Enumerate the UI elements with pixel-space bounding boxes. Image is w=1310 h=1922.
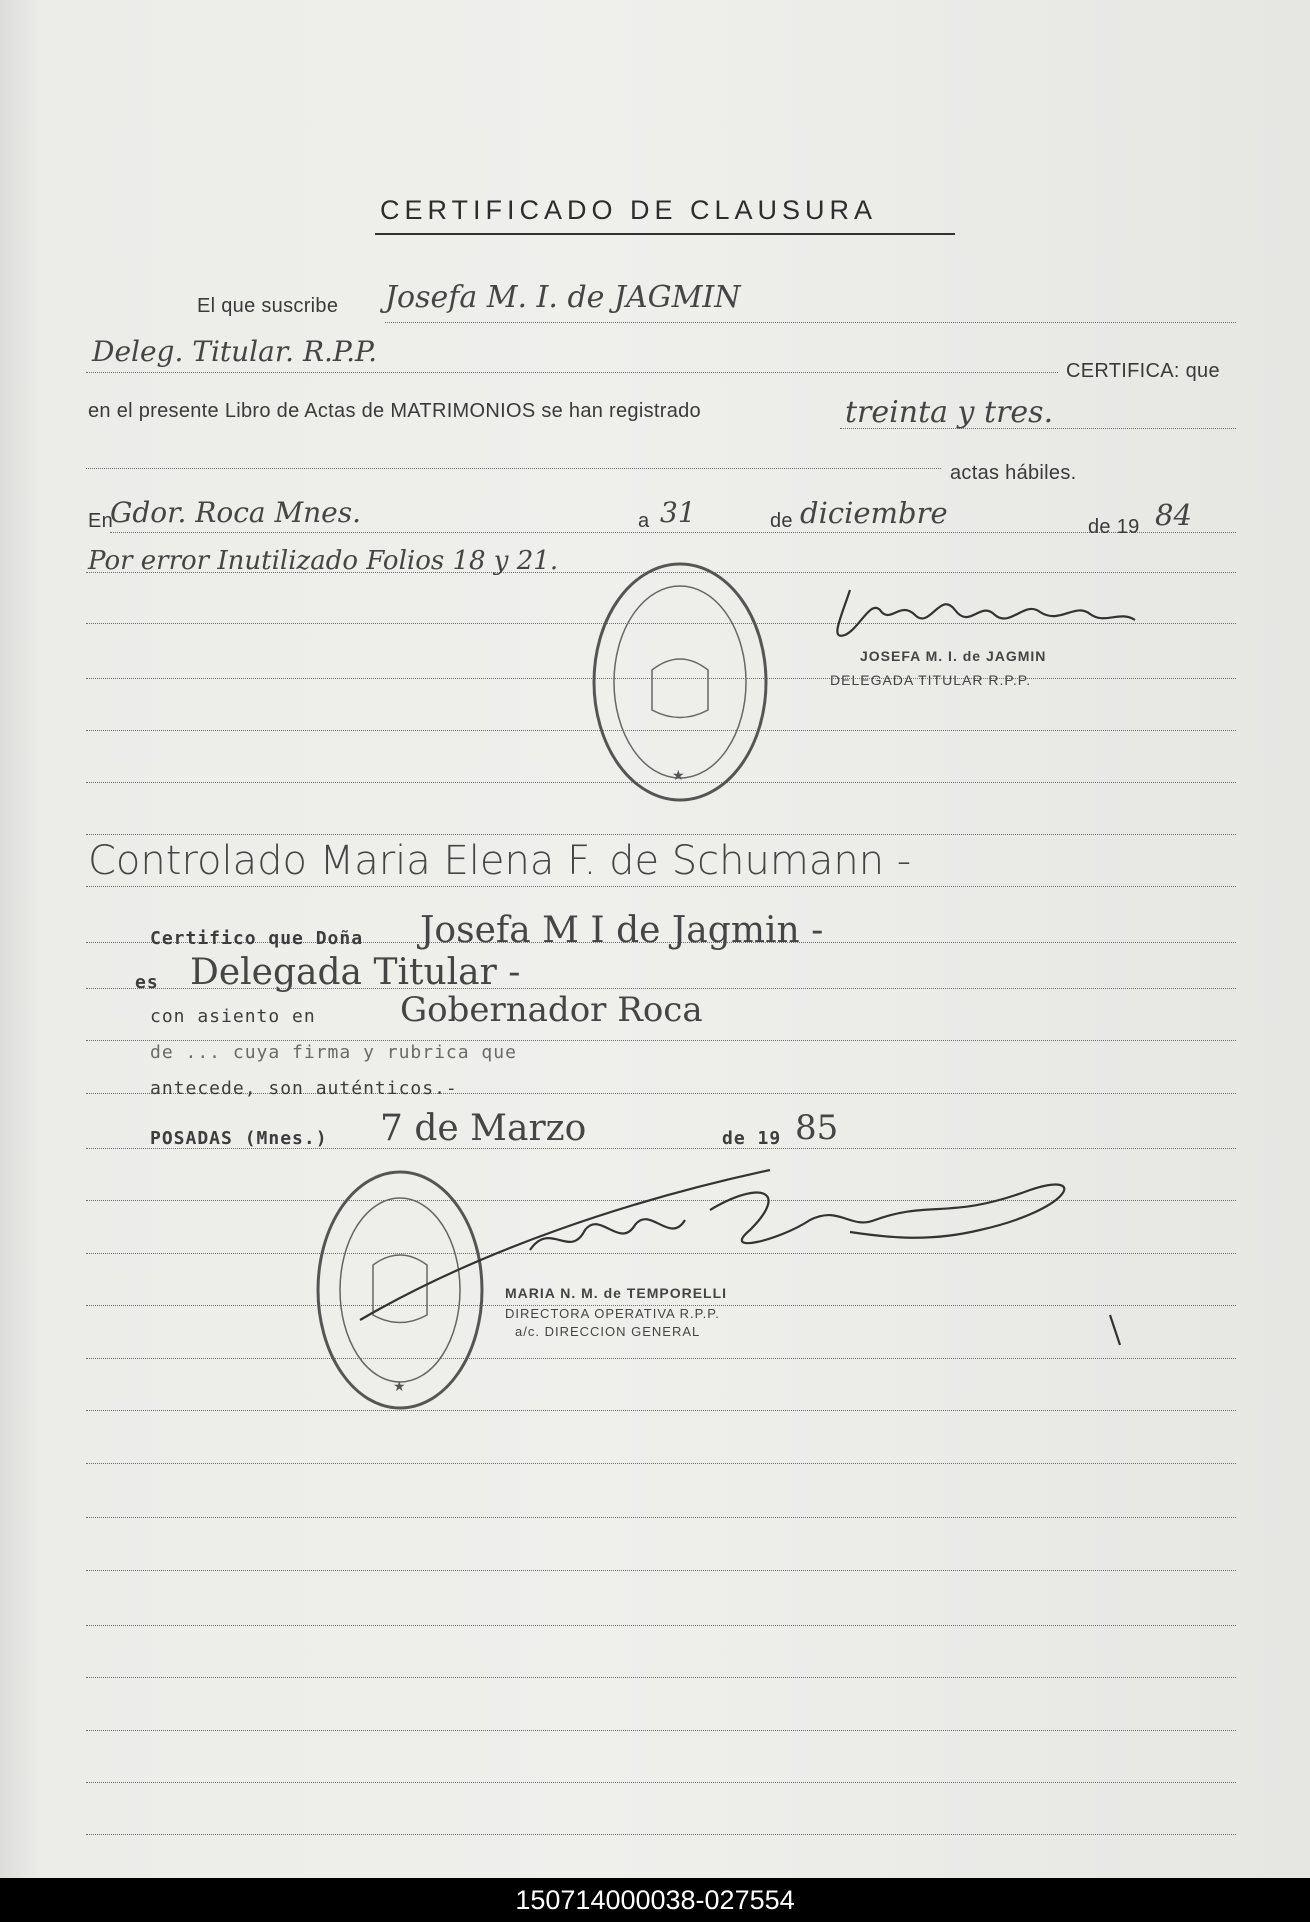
stamp1-name: JOSEFA M. I. de JAGMIN (860, 648, 1047, 664)
asiento-value: Gobernador Roca (400, 990, 703, 1030)
rule-line (86, 1410, 1236, 1411)
rule-line (86, 372, 1058, 373)
certifico-label: Certifico que Doña (150, 928, 364, 949)
rule-line (86, 1782, 1236, 1783)
month-prefix: de (770, 510, 793, 532)
rule-line (86, 468, 941, 469)
rule-line (86, 1570, 1236, 1571)
delegation-value: Deleg. Titular. R.P.P. (92, 335, 378, 368)
note-value: Por error Inutilizado Folios 18 y 21. (88, 546, 559, 576)
rule-line (86, 1463, 1236, 1464)
controlled-value: Controlado Maria Elena F. de Schumann - (88, 838, 912, 884)
place-prefix: En (88, 510, 114, 532)
stamp2-sub: a/c. DIRECCION GENERAL (515, 1324, 701, 1339)
year-prefix: de 19 (1088, 516, 1140, 538)
registro-label: en el presente Libro de Actas de MATRIMONIOS se han registrado (88, 400, 701, 422)
day-value: 31 (660, 496, 696, 529)
svg-text:★: ★ (393, 1379, 406, 1395)
rule-line (86, 1358, 1236, 1359)
actas-label: actas hábiles. (950, 462, 1077, 484)
registered-count-value: treinta y tres. (845, 395, 1054, 430)
svg-text:★: ★ (672, 768, 685, 784)
month-value: diciembre (800, 496, 948, 530)
seal-delegacion-icon (590, 560, 780, 810)
posadas-year-prefix: de 19 (722, 1128, 782, 1149)
rule-line (86, 1730, 1236, 1731)
place-value: Gdor. Roca Mnes. (110, 496, 362, 529)
stamp2-name: MARIA N. M. de TEMPORELLI (505, 1285, 728, 1301)
rule-line (86, 1625, 1236, 1626)
rule-line (385, 322, 1236, 323)
asiento-label: con asiento en (150, 1006, 316, 1027)
signature-2-icon (330, 1160, 1110, 1340)
year-value: 84 (1155, 498, 1192, 532)
es-label: es (135, 972, 159, 993)
suscribe-label: El que suscribe (197, 295, 339, 317)
posadas-date-value: 7 de Marzo (380, 1108, 587, 1149)
certifico-value: Josefa M I de Jagmin - (420, 910, 824, 951)
certifica-label: CERTIFICA: que (1066, 360, 1220, 382)
title-underline (375, 233, 955, 235)
posadas-year-value: 85 (795, 1108, 839, 1148)
es-value: Delegada Titular - (190, 952, 521, 993)
rule-line (86, 1517, 1236, 1518)
document-title: CERTIFICADO DE CLAUSURA (380, 195, 878, 225)
rule-line (86, 886, 1236, 887)
rule-line (110, 532, 1236, 533)
rule-line (86, 1040, 1236, 1041)
firma-label: de ... cuya firma y rubrica que (150, 1042, 517, 1063)
signature-1-icon (830, 580, 1150, 650)
stamp1-role: DELEGADA TITULAR R.P.P. (830, 672, 1032, 688)
posadas-label: POSADAS (Mnes.) (150, 1128, 328, 1149)
rule-line (86, 834, 1236, 835)
suscribe-value: Josefa M. I. de JAGMIN (385, 280, 741, 315)
document-id-footer: 150714000038-027554 (0, 1878, 1310, 1922)
day-prefix: a (638, 510, 650, 532)
stamp2-role: DIRECTORA OPERATIVA R.P.P. (505, 1306, 720, 1321)
rule-line (86, 1677, 1236, 1678)
rule-line (86, 1834, 1236, 1835)
antecede-label: antecede, son auténticos.- (150, 1078, 458, 1099)
